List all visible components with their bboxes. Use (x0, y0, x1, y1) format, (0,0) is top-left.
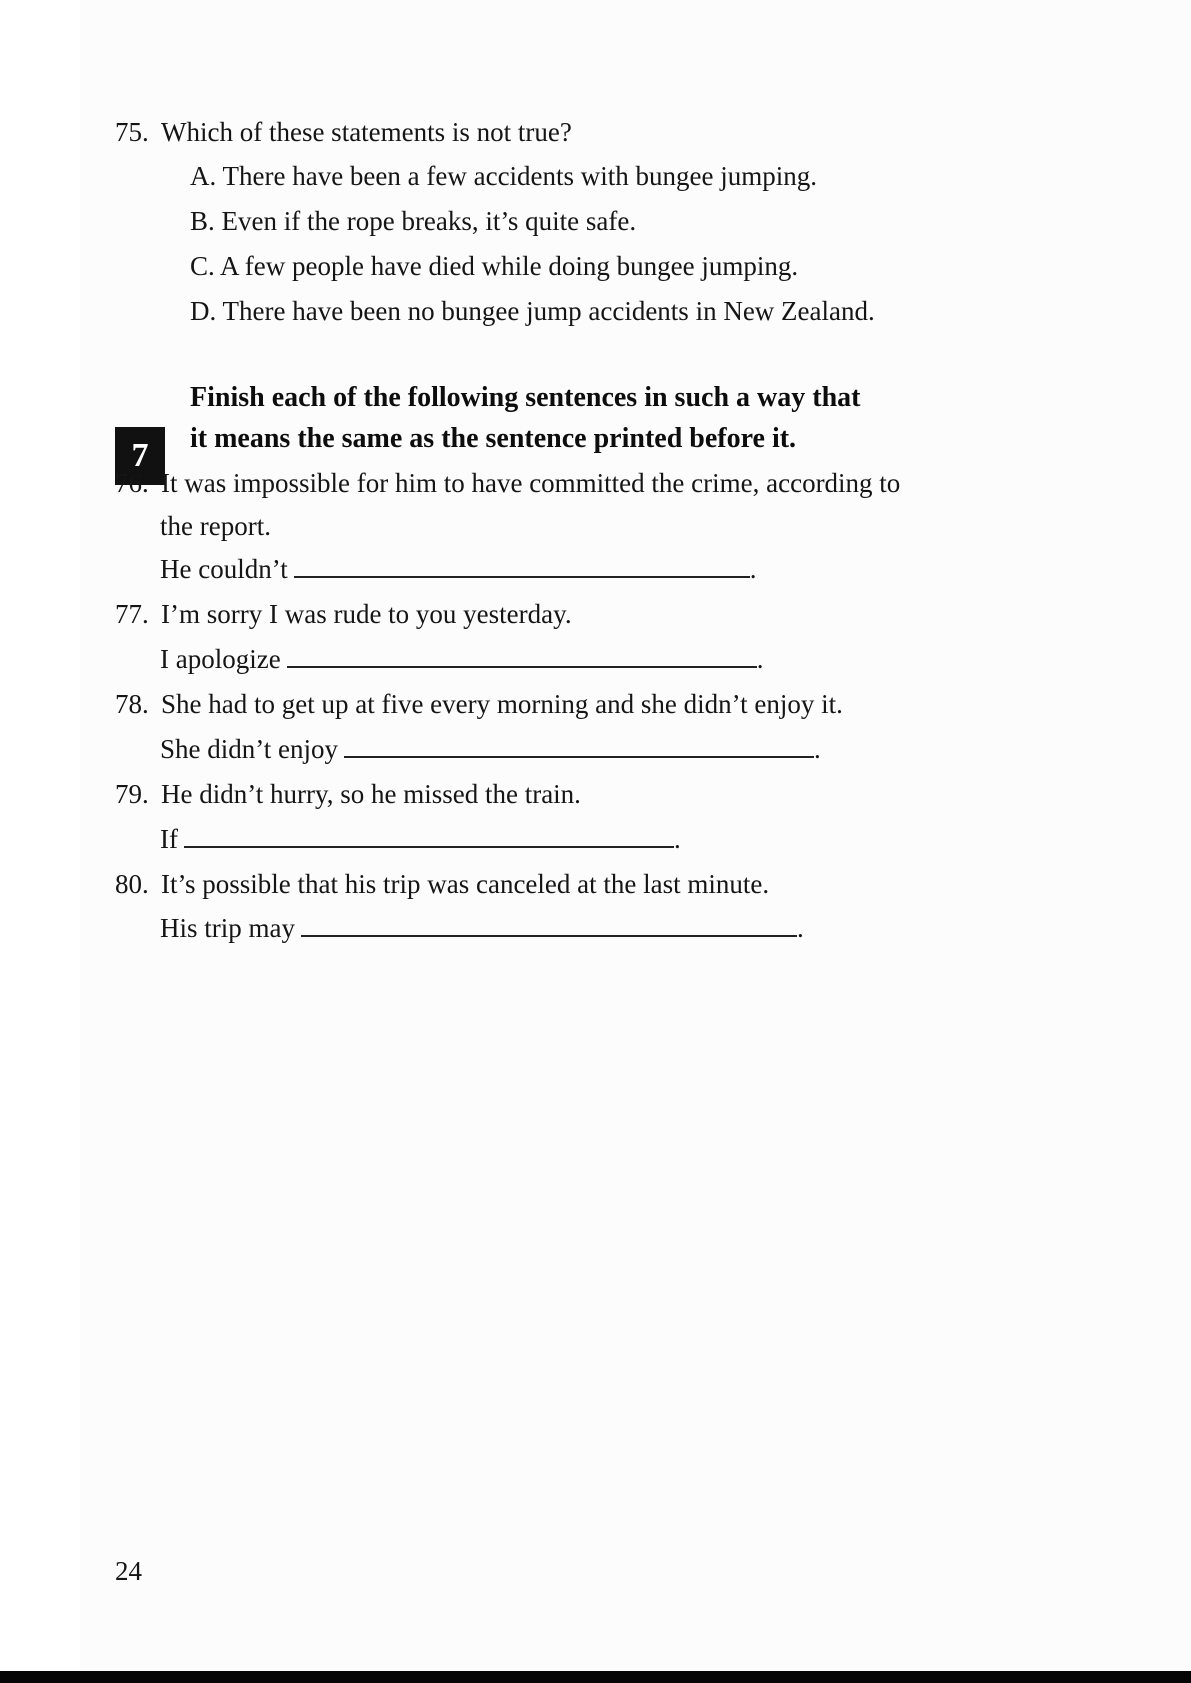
answer-line-79: If . (160, 824, 681, 854)
answer-prompt: If (160, 824, 178, 854)
question-text: It was impossible for him to have committed the crime, according to (161, 468, 901, 498)
question-80 (115, 868, 769, 900)
option-a: A. There have been a few accidents with bungee jumping. (190, 161, 818, 191)
question-77 (115, 598, 572, 630)
question-number: 78. (115, 689, 149, 719)
question-text: I’m sorry I was rude to you yesterday. (161, 599, 572, 629)
question-text: She had to get up at five every morning and she didn’t enjoy it. (161, 689, 843, 719)
answer-blank[interactable] (344, 734, 814, 758)
answer-blank[interactable] (301, 913, 797, 937)
question-number: 75. (115, 117, 149, 147)
section-number-badge: 7 (115, 427, 165, 485)
answer-line-76: He couldn’t . (160, 554, 757, 584)
answer-blank[interactable] (184, 824, 674, 848)
option-b: B. Even if the rope breaks, it’s quite safe. (190, 206, 637, 236)
answer-prompt: I apologize (160, 644, 281, 674)
question-76 (115, 467, 900, 499)
answer-prompt: He couldn’t (160, 554, 288, 584)
question-number: 77. (115, 599, 149, 629)
answer-prompt: She didn’t enjoy (160, 734, 338, 764)
section-instruction-line-2: it means the same as the sentence printed before it. (190, 423, 797, 454)
page-number: 24 (115, 1556, 142, 1586)
answer-line-78: She didn’t enjoy . (160, 734, 821, 764)
question-79 (115, 778, 581, 810)
answer-prompt: His trip may (160, 913, 295, 943)
question-text: It’s possible that his trip was canceled at the last minute. (161, 869, 770, 899)
question-text: Which of these statements is not true? (161, 117, 572, 147)
question-text: He didn’t hurry, so he missed the train. (161, 779, 581, 809)
option-d: D. There have been no bungee jump accidents in New Zealand. (190, 296, 875, 326)
option-c: C. A few people have died while doing bungee jumping. (190, 251, 799, 281)
question-78 (115, 688, 843, 720)
answer-line-80: His trip may . (160, 913, 804, 943)
question-number: 79. (115, 779, 149, 809)
answer-line-77: I apologize . (160, 644, 764, 674)
section-instruction-line-1: Finish each of the following sentences in such a way that (190, 382, 861, 413)
answer-blank[interactable] (294, 554, 750, 578)
question-75 (115, 116, 572, 148)
scan-bottom-edge (0, 1671, 1191, 1683)
answer-blank[interactable] (287, 644, 757, 668)
question-number: 80. (115, 869, 149, 899)
question-76-continuation: the report. (160, 511, 271, 541)
question-number: 76. (115, 468, 149, 498)
